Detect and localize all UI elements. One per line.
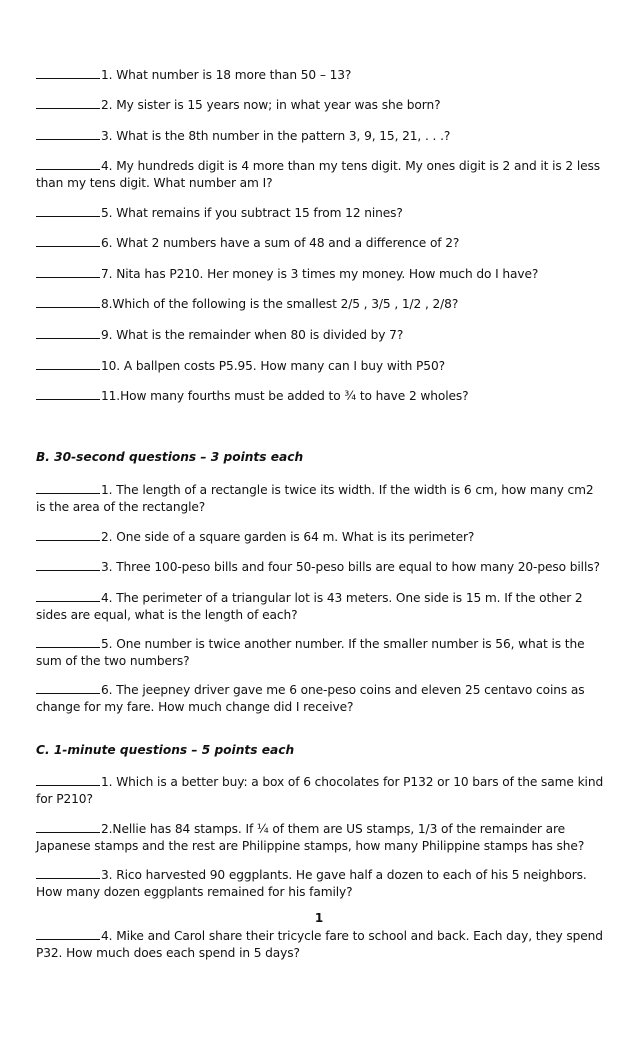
question-c4 bbox=[36, 927, 604, 962]
question-c2 bbox=[36, 820, 604, 855]
answer-blank[interactable] bbox=[36, 234, 100, 247]
question-b5 bbox=[36, 635, 604, 670]
answer-blank[interactable] bbox=[36, 265, 100, 278]
question-text: 9. What is the remainder when 80 is divided by 7? bbox=[101, 328, 404, 342]
question-text: 8.Which of the following is the smallest 2/5 , 3/5 , 1/2 , 2/8? bbox=[101, 297, 459, 311]
question-c3 bbox=[36, 866, 604, 901]
answer-blank[interactable] bbox=[36, 558, 100, 571]
question-b2 bbox=[36, 528, 604, 546]
question-text: 6. The jeepney driver gave me 6 one-peso coins and eleven 25 centavo coins as change for my fare. How much change did I receive? bbox=[36, 683, 585, 714]
answer-blank[interactable] bbox=[36, 66, 100, 79]
question-text: 11.How many fourths must be added to ¾ to have 2 wholes? bbox=[101, 389, 469, 403]
question-text: 1. The length of a rectangle is twice its width. If the width is 6 cm, how many cm2 is the area of the rectangle? bbox=[36, 483, 594, 514]
question-text: 2. My sister is 15 years now; in what year was she born? bbox=[101, 98, 441, 112]
question-text: 5. What remains if you subtract 15 from 12 nines? bbox=[101, 206, 403, 220]
question-a11 bbox=[36, 387, 604, 405]
question-text: 3. Three 100-peso bills and four 50-peso bills are equal to how many 20-peso bills? bbox=[101, 560, 600, 574]
answer-blank[interactable] bbox=[36, 773, 100, 786]
question-text: 6. What 2 numbers have a sum of 48 and a difference of 2? bbox=[101, 236, 460, 250]
question-a2 bbox=[36, 96, 604, 114]
answer-blank[interactable] bbox=[36, 295, 100, 308]
question-c1 bbox=[36, 773, 604, 808]
question-a5 bbox=[36, 204, 604, 222]
answer-blank[interactable] bbox=[36, 157, 100, 170]
question-text: 4. The perimeter of a triangular lot is 43 meters. One side is 15 m. If the other 2 sides are equal, what is the length of each? bbox=[36, 591, 583, 622]
page-number: 1 bbox=[314, 911, 324, 925]
question-b3 bbox=[36, 558, 604, 576]
answer-blank[interactable] bbox=[36, 481, 100, 494]
answer-blank[interactable] bbox=[36, 96, 100, 109]
question-b6 bbox=[36, 681, 604, 716]
question-a1 bbox=[36, 66, 604, 84]
question-a6 bbox=[36, 234, 604, 252]
question-text: 3. What is the 8th number in the pattern 3, 9, 15, 21, . . .? bbox=[101, 129, 451, 143]
question-text: 5. One number is twice another number. If the smaller number is 56, what is the sum of the two numbers? bbox=[36, 637, 585, 668]
question-b4 bbox=[36, 589, 604, 624]
question-text: 1. Which is a better buy: a box of 6 chocolates for P132 or 10 bars of the same kind for P210? bbox=[36, 775, 604, 806]
answer-blank[interactable] bbox=[36, 589, 100, 602]
answer-blank[interactable] bbox=[36, 326, 100, 339]
question-text: 10. A ballpen costs P5.95. How many can I buy with P50? bbox=[101, 359, 445, 373]
question-text: 4. Mike and Carol share their tricycle fare to school and back. Each day, they spend P32. How much does each spend in 5 days? bbox=[36, 929, 603, 960]
question-a10 bbox=[36, 357, 604, 375]
question-text: 3. Rico harvested 90 eggplants. He gave half a dozen to each of his 5 neighbors. How many dozen eggplants remained for his family? bbox=[36, 868, 587, 899]
question-text: 7. Nita has P210. Her money is 3 times my money. How much do I have? bbox=[101, 267, 539, 281]
answer-blank[interactable] bbox=[36, 204, 100, 217]
answer-blank[interactable] bbox=[36, 387, 100, 400]
question-a9 bbox=[36, 326, 604, 344]
section-title-b: B. 30-second questions – 3 points each bbox=[36, 450, 304, 464]
question-a8 bbox=[36, 295, 604, 313]
question-text: 4. My hundreds digit is 4 more than my tens digit. My ones digit is 2 and it is 2 less than my tens digit. What number am I? bbox=[36, 159, 601, 190]
section-title-c: C. 1-minute questions – 5 points each bbox=[36, 743, 295, 757]
answer-blank[interactable] bbox=[36, 357, 100, 370]
question-text: 2.Nellie has 84 stamps. If ¼ of them are US stamps, 1/3 of the remainder are Japanese stamps and the rest are Philippine stamps, how many Philippine stamps has she? bbox=[36, 822, 585, 853]
answer-blank[interactable] bbox=[36, 528, 100, 541]
answer-blank[interactable] bbox=[36, 927, 100, 940]
question-a4 bbox=[36, 157, 604, 192]
question-b1 bbox=[36, 481, 604, 516]
question-text: 2. One side of a square garden is 64 m. What is its perimeter? bbox=[101, 530, 475, 544]
question-text: 1. What number is 18 more than 50 – 13? bbox=[101, 68, 352, 82]
answer-blank[interactable] bbox=[36, 866, 100, 879]
answer-blank[interactable] bbox=[36, 635, 100, 648]
answer-blank[interactable] bbox=[36, 681, 100, 694]
answer-blank[interactable] bbox=[36, 127, 100, 140]
question-a7 bbox=[36, 265, 604, 283]
question-a3 bbox=[36, 127, 604, 145]
answer-blank[interactable] bbox=[36, 820, 100, 833]
